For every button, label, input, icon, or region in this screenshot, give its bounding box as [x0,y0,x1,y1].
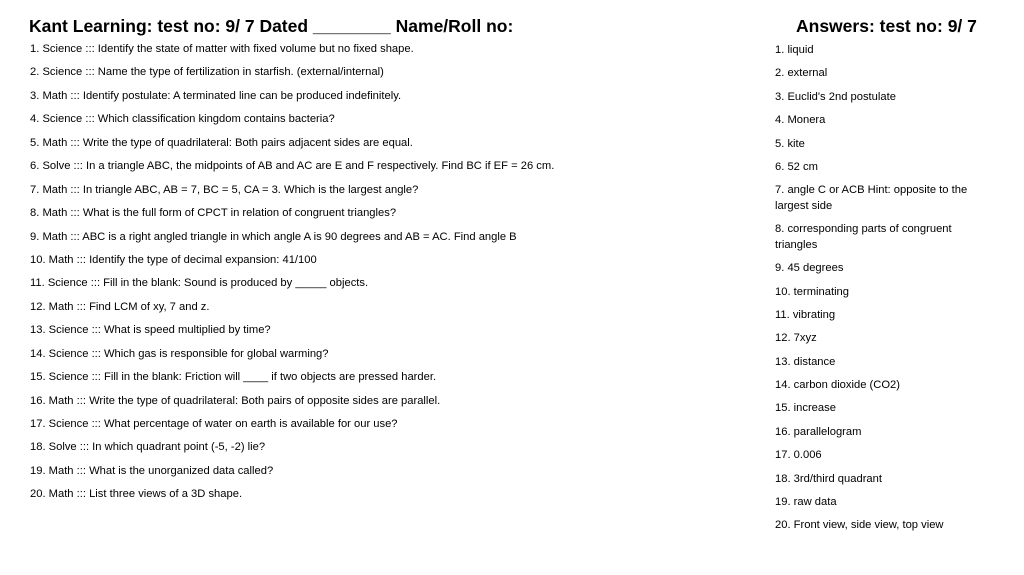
answers-list [775,43,975,542]
questions-list [30,43,730,512]
answer-item: 16. parallelogram [775,425,862,438]
question-item: 6. Solve ::: In a triangle ABC, the midpoints of AB and AC are E and F respectively. Find BC if EF = 26 cm. [30,160,555,173]
answer-item: 8. corresponding parts of congruent triangles [775,223,952,251]
question-item: 9. Math ::: ABC is a right angled triangle in which angle A is 90 degrees and AB = AC. Find angle B [30,230,517,243]
page-title: Kant Learning: test no: 9/ 7 Dated ________ Name/Roll no: [29,16,514,36]
question-item: 4. Science ::: Which classification kingdom contains bacteria? [30,113,335,126]
question-item: 20. Math ::: List three views of a 3D shape. [30,488,243,501]
question-item: 17. Science ::: What percentage of water on earth is available for our use? [30,418,398,430]
answer-item: 19. raw data [775,496,837,509]
question-item: 1. Science ::: Identify the state of matter with fixed volume but no fixed shape. [30,43,414,55]
question-item: 13. Science ::: What is speed multiplied by time? [30,324,271,337]
answer-item: 20. Front view, side view, top view [775,519,944,532]
answer-item: 10. terminating [775,285,850,298]
answer-item: 5. kite [775,137,805,150]
question-item: 5. Math ::: Write the type of quadrilateral: Both pairs adjacent sides are equal. [30,136,413,149]
question-item: 8. Math ::: What is the full form of CPCT in relation of congruent triangles? [30,207,397,220]
question-item: 11. Science ::: Fill in the blank: Sound is produced by _____ objects. [30,277,369,290]
answer-item: 2. external [775,67,828,80]
answer-item: 15. increase [775,402,836,415]
question-item: 19. Math ::: What is the unorganized data called? [30,464,274,477]
question-item: 16. Math ::: Write the type of quadrilateral: Both pairs of opposite sides are parallel. [30,394,441,407]
answers-title: Answers: test no: 9/ 7 [796,16,977,36]
question-item: 14. Science ::: Which gas is responsible for global warming? [30,347,329,360]
answer-item: 1. liquid [775,44,814,56]
answer-item: 13. distance [775,355,836,368]
answer-item: 3. Euclid's 2nd postulate [775,90,896,103]
answer-item: 17. 0.006 [775,449,822,462]
question-item: 2. Science ::: Name the type of fertilization in starfish. (external/internal) [30,66,384,79]
question-item: 12. Math ::: Find LCM of xy, 7 and z. [30,300,210,313]
answer-item: 14. carbon dioxide (CO2) [775,379,900,392]
question-item: 15. Science ::: Fill in the blank: Friction will ____ if two objects are pressed harder. [30,371,437,384]
question-item: 18. Solve ::: In which quadrant point (-5, -2) lie? [30,441,266,454]
answer-item: 4. Monera [775,114,826,127]
answer-item: 18. 3rd/third quadrant [775,472,882,485]
answer-item: 11. vibrating [775,308,836,321]
answer-item: 7. angle C or ACB Hint: opposite to the largest side [775,184,968,212]
question-item: 7. Math ::: In triangle ABC, AB = 7, BC = 5, CA = 3. Which is the largest angle? [30,183,419,196]
question-item: 3. Math ::: Identify postulate: A terminated line can be produced indefinitely. [30,89,402,102]
answer-item: 12. 7xyz [775,332,817,345]
answer-item: 9. 45 degrees [775,262,844,275]
question-item: 10. Math ::: Identify the type of decimal expansion: 41/100 [30,253,317,266]
answer-item: 6. 52 cm [775,160,818,173]
